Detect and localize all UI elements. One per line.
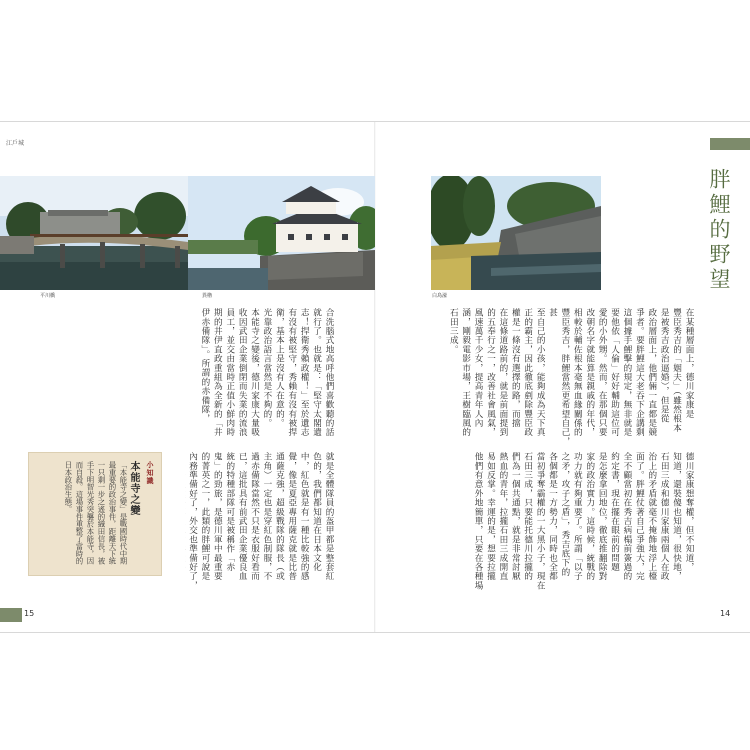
text-column: 主角）一定也是穿紅色制服，不 (261, 452, 272, 581)
text-column: 員工，並交由當時正值小鮮肉時 (224, 308, 235, 437)
left-page-number: 15 (24, 609, 35, 618)
text-column: 在這條道路前的，就是前面提到 (497, 308, 508, 437)
text-column: 當初爭奪霸權的一大黑小子，現在 (535, 452, 546, 590)
text-column: 石田三成。 (448, 308, 459, 354)
text-column: 各個都是一方勢力，同時也全都 (547, 452, 558, 581)
text-column: 本能寺之變後，德川家康大量吸 (249, 308, 260, 437)
text-column: 豐臣秀吉的「姻夫」（雖然根本 (671, 308, 682, 433)
text-column: 風速萬千少女，提高青年人內 (473, 308, 484, 428)
text-column: 是被秀吉政治逼婚），但是從 (659, 308, 670, 424)
left-body-text-upper (185, 308, 335, 446)
text-column: 德川家康想奪權，但不知道， (684, 452, 694, 572)
text-column: 之矛，攻子之盾」，秀吉底下的 (559, 452, 570, 577)
right-page-number: 14 (720, 609, 731, 618)
left-page-tab (0, 608, 22, 622)
text-column: 至自己的小孩，能夠成為天下真 (535, 308, 546, 437)
moat-photo (431, 176, 601, 290)
tower-caption: 異櫓 (202, 293, 213, 299)
text-column: 權是一條沒有選擇的路，而擋 (510, 308, 521, 428)
right-body-text-upper (432, 308, 695, 448)
text-column: 功力就有夠重要了。所謂「以子 (572, 452, 583, 581)
text-column: 爭者。要胖鯉這大老吞下企講剩 (634, 308, 645, 437)
text-column: 覺，像是夏亞專用薩克就是比普 (286, 452, 297, 581)
text-column: 鬼」的勁旅，是德川軍中最重要 (212, 452, 223, 581)
text-column: 石田三成，只要能托德川拉攏的 (522, 452, 533, 581)
text-column: 合洗腦式地高呼他們喜歡聽的話 (324, 308, 334, 437)
bridge-caption: 平川橋 (40, 293, 56, 299)
trivia-tag: 小知識 (146, 461, 154, 485)
turret-photo (188, 176, 375, 290)
text-column: 要他依「人倫」好好輔助這位可 (609, 308, 620, 437)
text-column: 期的井伊直政重組為全新的「井 (212, 308, 223, 437)
text-column: 就是全體隊員的盔甲都是整套紅 (324, 452, 334, 581)
text-column: 們為一個共通點，就是非常討厭 (510, 452, 521, 581)
text-column: 是怎麼拿回地位，徹底推翻除對 (597, 452, 608, 581)
text-column: 通薩克強，超級戰隊的隊長（或 (274, 452, 285, 581)
text-column: 這個據手鯉擊的規定，無非就是 (621, 308, 632, 437)
trivia-heading: 本能寺之變 (128, 461, 139, 516)
section-label: 江戶城 (6, 140, 25, 147)
text-column: 統的特種部隊可是被稱作「赤 (224, 452, 235, 572)
text-column: 光靠政治語言當然是不夠的。 (261, 308, 272, 428)
text-column: 愛的小外甥。然而，在那個只要 (597, 308, 608, 437)
text-column: 家的政治實力。這時候，統戰的 (584, 452, 595, 581)
text-column: 有沒有被堅守，秀賴有沒有被捍 (286, 308, 297, 437)
left-body-text-lower (185, 452, 335, 592)
text-column: 已，這批具有前武田企業優良血 (237, 452, 248, 581)
bridge-photo (0, 176, 188, 290)
text-column: 政治層面上，他們倆一直都是競 (646, 308, 657, 437)
text-column: 的菁英之一，此類的胖鯉可說是 (199, 452, 210, 581)
text-column: 內務準備好了，外交也準備好了， (187, 452, 198, 590)
trivia-body: 「本能寺之變」是戰國時代中期最重要的政治事件，距離天下統一只剩一步之遙的織田信長，被手下明智光秀突襲於本能寺，因而自殺。這場事件重整了當時的日本政治生態。 (64, 461, 128, 565)
text-column: 正的霸主，因此徹底剷除豐臣政 (522, 308, 533, 437)
text-column: 志！捍衛秀賴政權！」至於遺志 (299, 308, 310, 437)
text-column: 易如反掌。幸運的是，想要拉攏 (485, 452, 496, 581)
text-column: 知道，還裝傻也知道，很快地， (671, 452, 682, 581)
text-column: 涵，剛毅電影市場，王樹臨風的 (460, 308, 471, 437)
moat-caption: 白鳥濠 (432, 293, 448, 299)
text-column: 在某種層面上，德川家康是 (684, 308, 694, 419)
text-column: 治上的矛盾就毫不掩飾地浮上檯 (646, 452, 657, 581)
text-column: 衛，基本上是沒有人在意的。 (274, 308, 285, 428)
trivia-box (28, 452, 162, 576)
text-column: 改朝名字就能算是親戚的年代， (584, 308, 595, 437)
chapter-tab-bar (710, 138, 750, 150)
text-column: 他們有意外地簡單，只要在各種場 (473, 452, 484, 590)
text-column: 石田三成和德川家康兩個人在政 (659, 452, 670, 581)
text-column: 豐臣秀吉，胖鯉當然更希望自己，甚 (547, 308, 570, 446)
text-column: 熱血的青年，拉攏石田三成開直 (497, 452, 508, 581)
text-column: 的五奉行之一，改善社會風氣， (485, 308, 496, 437)
text-column: 相較於輔佐根本毫無血緣關係的 (572, 308, 583, 437)
text-column: 全不顧當初在秀吉病榻前簽過的 (621, 452, 632, 581)
text-column: 面了。胖鯉仗著自己爭強大，完 (634, 452, 645, 581)
text-column: 中，紅色就是有一種比較強的感 (299, 452, 310, 581)
text-column: 就行了。也就是：「堅守太閣遺 (311, 308, 322, 437)
text-column: 伊赤備隊」。所謂的赤備隊， (199, 308, 210, 424)
text-column: 過赤備隊當然不只是衣服好看而 (249, 452, 260, 581)
text-column: 收因武田企業倒閉而失業的流浪 (237, 308, 248, 437)
text-column: 色的，我們都知道在日本文化 (311, 452, 322, 572)
text-column: 約定書，現在擺在眼前的問題 (609, 452, 620, 572)
text-column (185, 452, 186, 592)
right-body-text-lower (432, 452, 695, 592)
chapter-title: 胖鯉的野望 (707, 168, 731, 293)
